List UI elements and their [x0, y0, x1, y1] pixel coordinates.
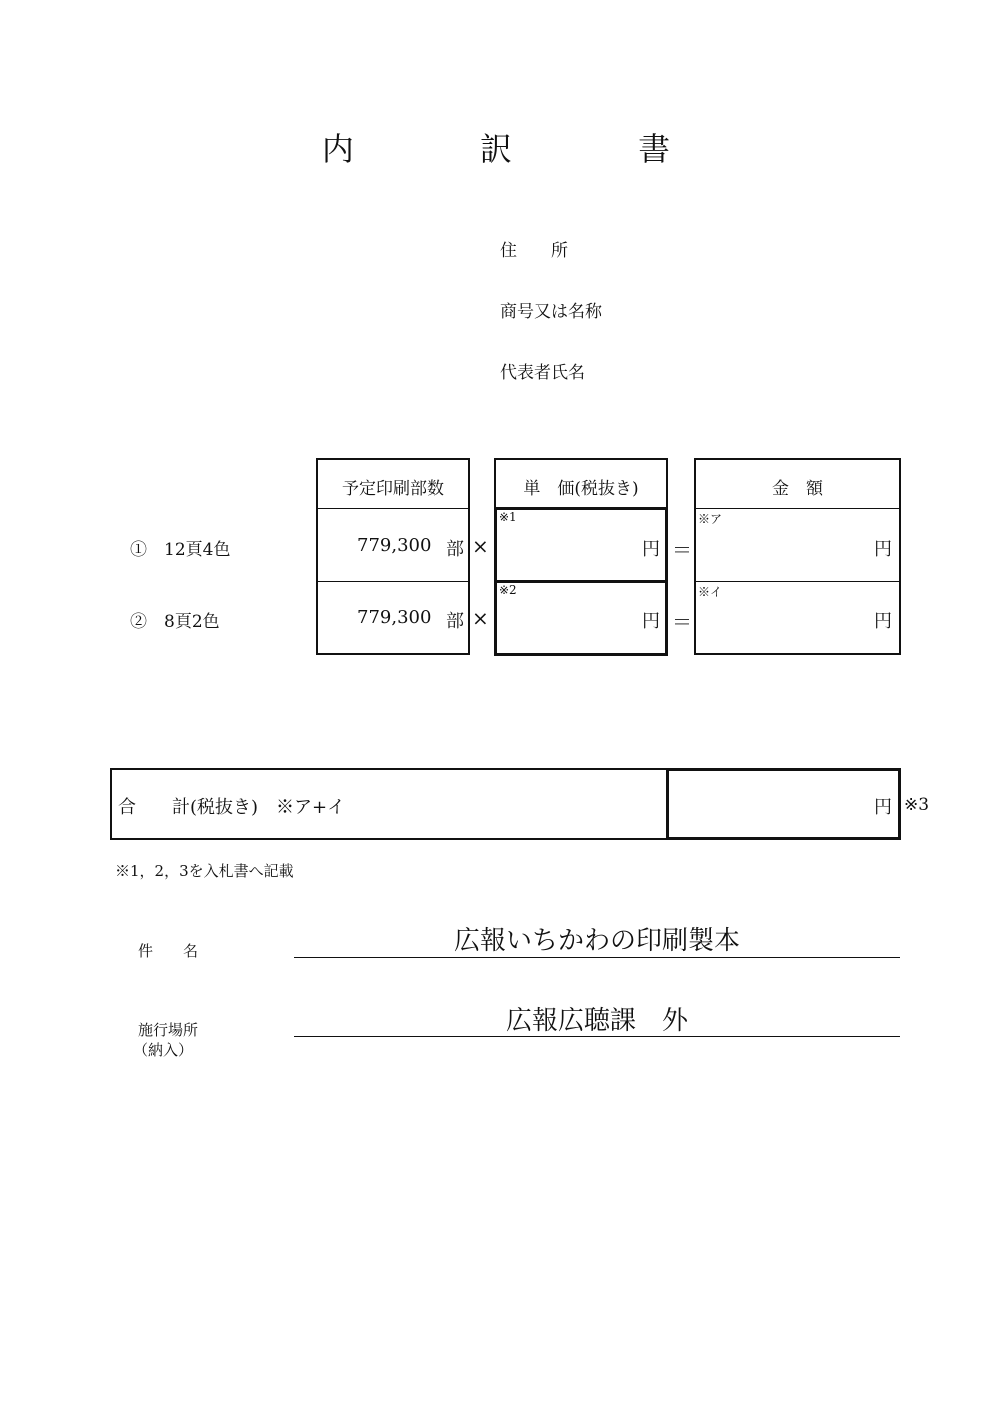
- total-note: ※3: [904, 795, 930, 815]
- address-label: 住 所: [500, 241, 568, 261]
- price-unit-1: 円: [642, 539, 660, 560]
- amount-unit-2: 円: [874, 611, 892, 632]
- quantity-header: 予定印刷部数: [342, 479, 444, 499]
- times-sign-1: ×: [472, 534, 489, 558]
- amount-note-1: ※ア: [698, 512, 723, 526]
- project-name-underline: [294, 957, 900, 958]
- price-unit-2: 円: [642, 611, 660, 632]
- place-value: 広報広聴課 外: [505, 1006, 688, 1036]
- row-label-1: ① 12頁4色: [130, 540, 231, 560]
- footnote: ※1，2，3を入札書へ記載: [115, 862, 294, 880]
- project-name-value: 広報いちかわの印刷製本: [453, 926, 740, 956]
- equals-sign-2: ＝: [672, 610, 692, 634]
- equals-sign-1: ＝: [672, 538, 692, 562]
- amount-unit-1: 円: [874, 539, 892, 560]
- quantity-header-divider: [316, 508, 470, 509]
- amount-note-2: ※イ: [698, 585, 723, 599]
- representative-name-label: 代表者氏名: [500, 363, 585, 383]
- page-title: 内 訳 書: [321, 130, 729, 168]
- amount-header-divider: [694, 508, 901, 509]
- quantity-row-divider: [316, 581, 470, 582]
- quantity-unit-1: 部: [446, 539, 464, 560]
- total-label: 合 計(税抜き) ※ア+イ: [118, 797, 346, 818]
- project-name-label: 件 名: [138, 942, 199, 960]
- times-sign-2: ×: [472, 606, 489, 630]
- place-underline: [294, 1036, 900, 1037]
- total-unit: 円: [874, 797, 892, 818]
- row-label-2: ② 8頁2色: [130, 612, 220, 632]
- place-label-line1: 施行場所: [138, 1021, 199, 1039]
- quantity-value-1: 779,300: [357, 535, 432, 556]
- place-label-line2: （納入）: [133, 1041, 194, 1059]
- company-name-label: 商号又は名称: [500, 302, 602, 322]
- amount-row-divider: [694, 581, 901, 582]
- quantity-unit-2: 部: [446, 611, 464, 632]
- quantity-value-2: 779,300: [357, 607, 432, 628]
- price-note-2: ※2: [499, 583, 517, 597]
- price-note-1: ※1: [499, 510, 517, 524]
- amount-header: 金 額: [772, 479, 823, 499]
- unit-price-header: 単 価(税抜き): [523, 479, 639, 499]
- total-amount-input[interactable]: [666, 768, 901, 840]
